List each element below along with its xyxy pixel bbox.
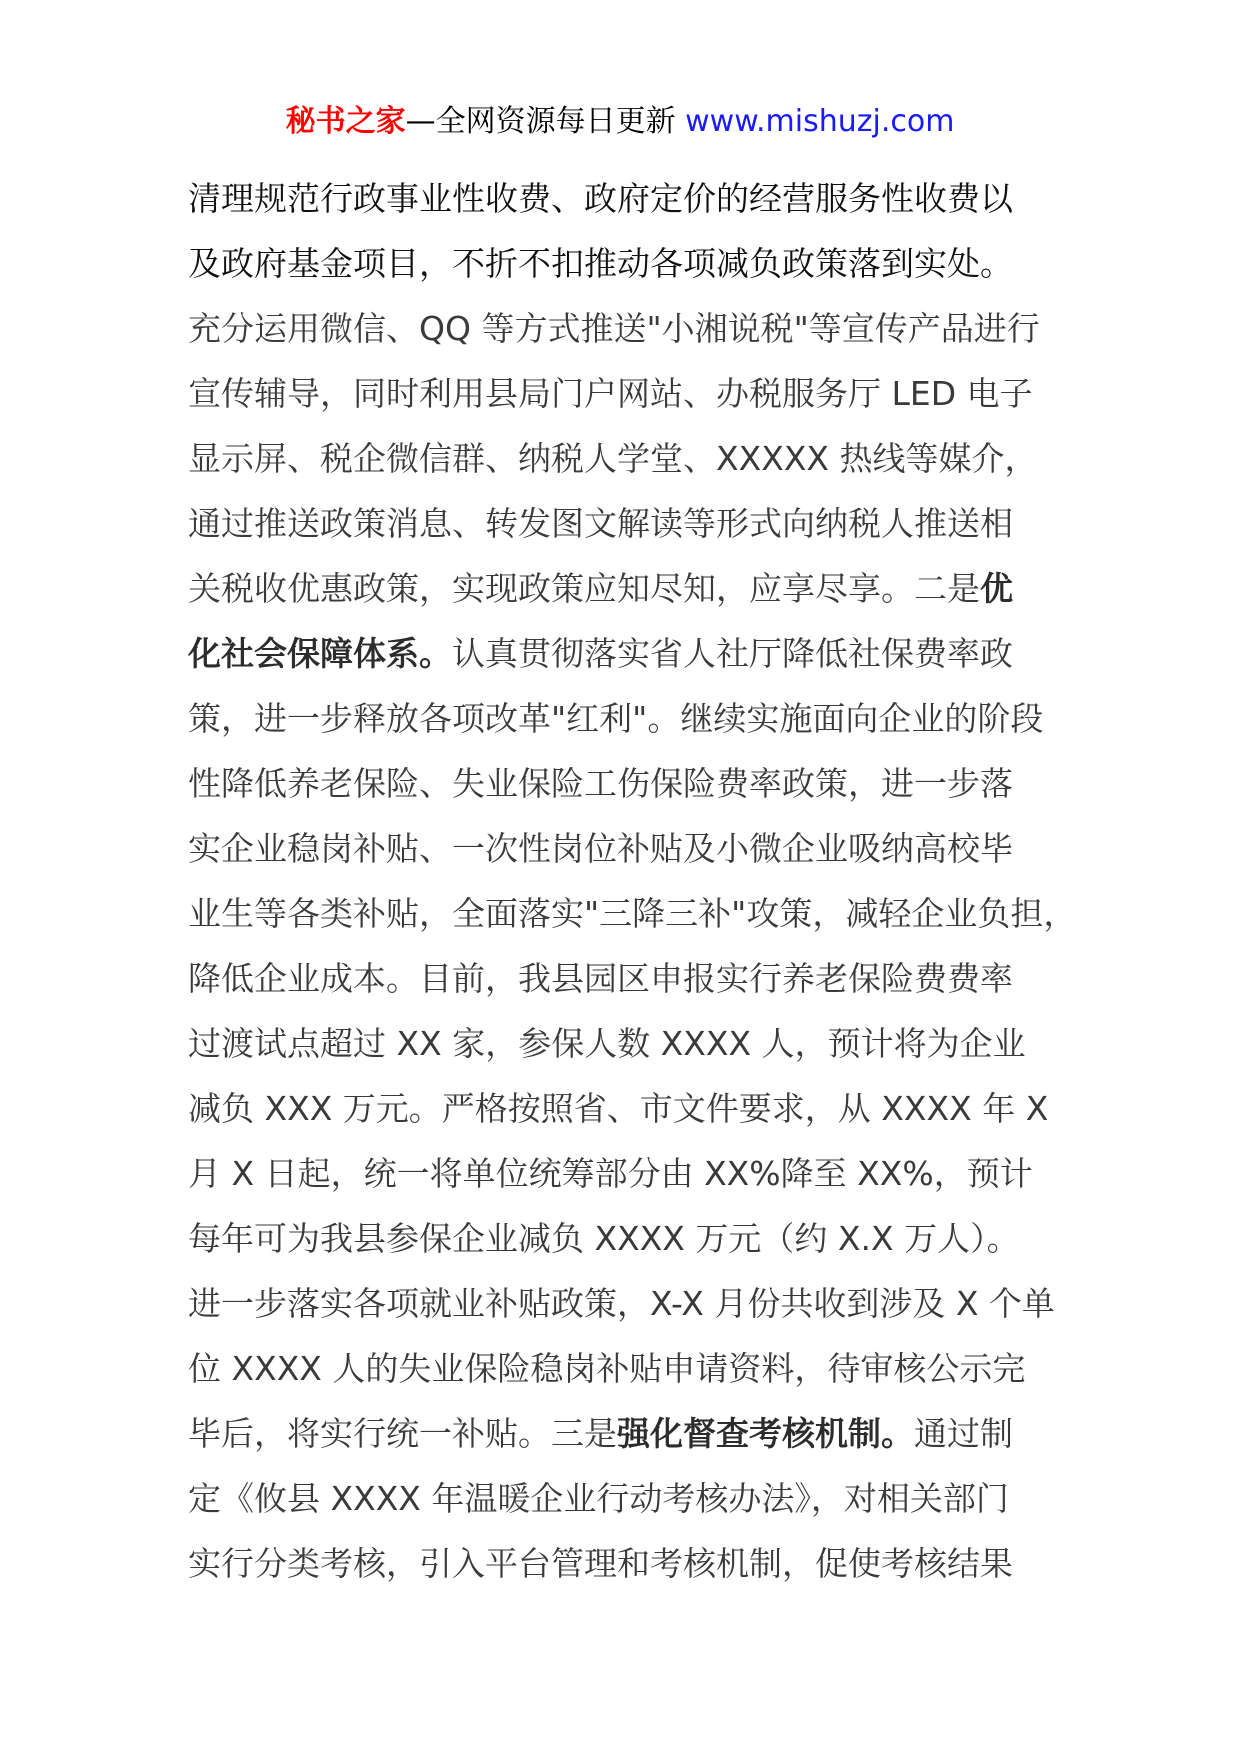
text-segment: 位 XXXX 人的失业保险稳岗补贴申请资料，待审核公示完 [188,1349,1026,1388]
text-segment: 减负 XXX 万元。严格按照省、市文件要求，从 XXXX 年 X [188,1089,1049,1128]
text-segment: 关税收优惠政策，实现政策应知尽知，应享尽享。二是 [188,569,980,608]
text-line [188,686,1068,751]
text-segment: 定《攸县 XXXX 年温暖企业行动考核办法》，对相关部门 [188,1479,1009,1518]
site-header [0,100,1240,144]
text-line [188,296,1068,361]
text-segment: 性降低养老保险、失业保险工伤保险费率政策，进一步落 [188,764,1013,803]
text-segment: 降低企业成本。目前，我县园区申报实行养老保险费费率 [188,959,1013,998]
text-line [188,361,1068,426]
text-segment: 策，进一步释放各项改革"红利"。继续实施面向企业的阶段 [188,699,1044,738]
text-segment: 及政府基金项目，不折不扣推动各项减负政策落到实处。 [188,244,1013,283]
brand-name: 秘书之家 [285,104,406,139]
body-paragraph [188,166,1077,1596]
text-segment: 宣传辅导，同时利用县局门户网站、办税服务厅 LED 电子 [188,374,1033,413]
text-line [188,231,1068,296]
text-segment: 月 X 日起，统一将单位统筹部分由 XX%降至 XX%，预计 [188,1154,1033,1193]
text-line [188,1076,1068,1141]
text-line [188,946,1068,1011]
bold-heading-segment: 化社会保障体系。 [188,634,452,673]
text-segment: 业生等各类补贴，全面落实"三降三补"攻策，减轻企业负担， [188,894,1077,933]
text-segment: 清理规范行政事业性收费、政府定价的经营服务性收费以 [188,179,1013,218]
text-line [188,426,1068,491]
text-segment: 过渡试点超过 XX 家，参保人数 XXXX 人，预计将为企业 [188,1024,1026,1063]
text-line [188,1271,1068,1336]
text-segment: 通过制 [914,1414,1013,1453]
text-line [188,1336,1068,1401]
bold-heading-segment: 强化督查考核机制。 [617,1414,914,1453]
text-line [188,881,1077,946]
text-segment: 显示屏、税企微信群、纳税人学堂、XXXXX 热线等媒介， [188,439,1038,478]
text-segment: 充分运用微信、QQ 等方式推送"小湘说税"等宣传产品进行 [188,309,1040,348]
text-line [188,166,1068,231]
text-line [188,1141,1068,1206]
text-segment: 认真贯彻落实省人社厅降低社保费率政 [452,634,1013,673]
text-line [188,1466,1068,1531]
text-line [188,556,1068,621]
text-line [188,1531,1068,1596]
text-line [188,1206,1068,1271]
text-segment: 每年可为我县参保企业减负 XXXX 万元（约 X.X 万人）。 [188,1219,1020,1258]
text-line [188,621,1068,686]
text-segment: 实企业稳岗补贴、一次性岗位补贴及小微企业吸纳高校毕 [188,829,1013,868]
text-segment: 毕后，将实行统一补贴。三是 [188,1414,617,1453]
text-line [188,1011,1068,1076]
bold-heading-segment: 优 [980,569,1013,608]
site-url-link[interactable]: www.mishuzj.com [685,104,955,139]
text-segment: 进一步落实各项就业补贴政策，X-X 月份共收到涉及 X 个单 [188,1284,1055,1323]
text-segment: 通过推送政策消息、转发图文解读等形式向纳税人推送相 [188,504,1013,543]
header-slogan: —全网资源每日更新 [405,104,676,139]
text-segment: 实行分类考核，引入平台管理和考核机制，促使考核结果 [188,1544,1013,1583]
text-line [188,491,1068,556]
text-line [188,751,1068,816]
text-line [188,1401,1068,1466]
text-line [188,816,1068,881]
